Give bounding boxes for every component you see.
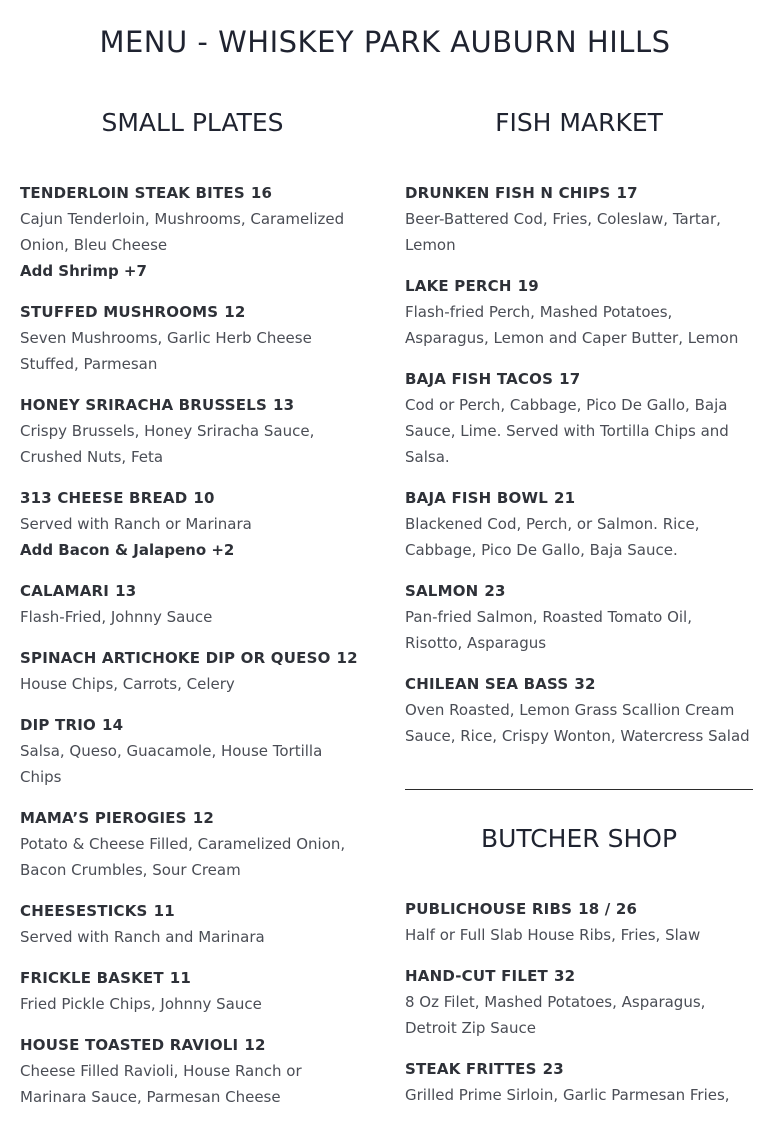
menu-item-price: 11 bbox=[153, 902, 175, 920]
menu-item-description: Beer-Battered Cod, Fries, Coleslaw, Tartar, Lemon bbox=[405, 210, 721, 254]
menu-item-description: Cheese Filled Ravioli, House Ranch or Marinara Sauce, Parmesan Cheese bbox=[20, 1062, 302, 1106]
menu-item-name: STEAK FRITTES bbox=[405, 1060, 537, 1078]
menu-item-name: SALMON bbox=[405, 582, 479, 600]
menu-item bbox=[405, 578, 753, 656]
menu-item-heading bbox=[405, 485, 753, 511]
menu-item-description: Served with Ranch and Marinara bbox=[20, 928, 265, 946]
fish-market-list bbox=[405, 180, 753, 749]
menu-item bbox=[20, 645, 365, 697]
menu-item-description: Blackened Cod, Perch, or Salmon. Rice, Cabbage, Pico De Gallo, Baja Sauce. bbox=[405, 515, 700, 559]
menu-item bbox=[20, 299, 365, 377]
menu-item-price: 12 bbox=[224, 303, 246, 321]
menu-item-name: DIP TRIO bbox=[20, 716, 96, 734]
menu-item bbox=[405, 485, 753, 563]
menu-item-name: TENDERLOIN STEAK BITES bbox=[20, 184, 245, 202]
menu-item-price: 10 bbox=[193, 489, 215, 507]
menu-item bbox=[405, 366, 753, 470]
menu-item bbox=[20, 392, 365, 470]
section-title-butcher-shop: BUTCHER SHOP bbox=[480, 824, 678, 853]
menu-item bbox=[20, 1032, 365, 1110]
menu-item-description: Flash-Fried, Johnny Sauce bbox=[20, 608, 213, 626]
menu-item bbox=[405, 273, 753, 351]
menu-item-price: 11 bbox=[169, 969, 192, 987]
menu-item-name: CHILEAN SEA BASS bbox=[405, 675, 569, 693]
menu-item bbox=[20, 965, 365, 1017]
menu-item-description: Potato & Cheese Filled, Caramelized Onion, Bacon Crumbles, Sour Cream bbox=[20, 835, 346, 879]
section-title-fish-market: FISH MARKET bbox=[495, 108, 663, 137]
menu-item bbox=[405, 963, 753, 1041]
menu-item-description: Oven Roasted, Lemon Grass Scallion Cream Sauce, Rice, Crispy Wonton, Watercress Salad bbox=[405, 701, 750, 745]
menu-item bbox=[405, 180, 753, 258]
section-title-small-plates: SMALL PLATES bbox=[101, 108, 284, 137]
menu-item-price: 17 bbox=[559, 370, 581, 388]
menu-item-heading bbox=[20, 485, 365, 511]
menu-item-price: 12 bbox=[244, 1036, 266, 1054]
menu-item-price: 16 bbox=[250, 184, 273, 202]
menu-item-description: Fried Pickle Chips, Johnny Sauce bbox=[20, 995, 262, 1013]
menu-item-description: 8 Oz Filet, Mashed Potatoes, Asparagus, Detroit Zip Sauce bbox=[405, 993, 706, 1037]
menu-item-heading bbox=[405, 366, 753, 392]
menu-item-heading bbox=[20, 299, 365, 325]
menu-item-description: Cod or Perch, Cabbage, Pico De Gallo, Baja Sauce, Lime. Served with Tortilla Chips and Salsa. bbox=[405, 396, 729, 466]
menu-item-price: 32 bbox=[574, 675, 596, 693]
menu-item-description: Served with Ranch or Marinara bbox=[20, 515, 252, 533]
menu-item-heading bbox=[405, 896, 753, 922]
menu-item-price: 32 bbox=[553, 967, 576, 985]
menu-item-heading bbox=[405, 180, 753, 206]
menu-item bbox=[405, 896, 753, 948]
menu-item-name: CALAMARI bbox=[20, 582, 110, 600]
menu-item bbox=[20, 578, 365, 630]
menu-item-name: HAND-CUT FILET bbox=[405, 967, 548, 985]
menu-item-description: Salsa, Queso, Guacamole, House Tortilla Chips bbox=[20, 742, 323, 786]
menu-item-description: Half or Full Slab House Ribs, Fries, Slaw bbox=[405, 926, 701, 944]
menu-item-name: CHEESESTICKS bbox=[20, 902, 148, 920]
menu-item-heading bbox=[20, 392, 365, 418]
left-column bbox=[20, 104, 365, 1125]
right-column bbox=[405, 104, 753, 1123]
menu-item-name: FRICKLE BASKET bbox=[20, 969, 164, 987]
menu-item bbox=[20, 180, 365, 284]
menu-item-heading bbox=[20, 578, 365, 604]
menu-item-description: Cajun Tenderloin, Mushrooms, Caramelized Onion, Bleu Cheese bbox=[20, 210, 345, 254]
menu-item-description: Seven Mushrooms, Garlic Herb Cheese Stuffed, Parmesan bbox=[20, 329, 312, 373]
menu-item-heading bbox=[405, 273, 753, 299]
menu-item bbox=[20, 805, 365, 883]
menu-item bbox=[405, 671, 753, 749]
menu-item-heading bbox=[405, 578, 753, 604]
menu-item-price: 17 bbox=[616, 184, 638, 202]
menu-item-heading bbox=[20, 1032, 365, 1058]
menu-item-name: SPINACH ARTICHOKE DIP OR QUESO bbox=[20, 649, 331, 667]
menu-item-name: BAJA FISH TACOS bbox=[405, 370, 554, 388]
menu-item-heading bbox=[20, 180, 365, 206]
menu-item-price: 21 bbox=[553, 489, 576, 507]
menu-item-name: PUBLICHOUSE RIBS bbox=[405, 900, 573, 918]
menu-item-name: HONEY SRIRACHA BRUSSELS bbox=[20, 396, 267, 414]
menu-item-price: 23 bbox=[542, 1060, 564, 1078]
menu-item-price: 13 bbox=[115, 582, 137, 600]
menu-item-name: LAKE PERCH bbox=[405, 277, 512, 295]
menu-item-heading bbox=[20, 965, 365, 991]
menu-item-description: Crispy Brussels, Honey Sriracha Sauce, Crushed Nuts, Feta bbox=[20, 422, 315, 466]
menu-item-name: STUFFED MUSHROOMS bbox=[20, 303, 219, 321]
menu-item-heading bbox=[20, 805, 365, 831]
menu-item-heading bbox=[20, 898, 365, 924]
menu-item bbox=[20, 712, 365, 790]
menu-item-description: Flash-fried Perch, Mashed Potatoes, Asparagus, Lemon and Caper Butter, Lemon bbox=[405, 303, 739, 347]
menu-item-description: Pan-fried Salmon, Roasted Tomato Oil, Risotto, Asparagus bbox=[405, 608, 692, 652]
menu-item-heading bbox=[405, 963, 753, 989]
menu-item-name: 313 CHEESE BREAD bbox=[20, 489, 188, 507]
menu-item-name: MAMA’S PIEROGIES bbox=[20, 809, 187, 827]
menu-item-addon: Add Bacon & Jalapeno +2 bbox=[20, 541, 235, 559]
menu-item bbox=[405, 1056, 753, 1108]
menu-item-price: 12 bbox=[336, 649, 358, 667]
menu-item-description: Grilled Prime Sirloin, Garlic Parmesan Fries, bbox=[405, 1086, 730, 1104]
menu-item-addon: Add Shrimp +7 bbox=[20, 262, 147, 280]
page-title: MENU - WHISKEY PARK AUBURN HILLS bbox=[99, 25, 671, 59]
menu-item-price: 19 bbox=[517, 277, 539, 295]
menu-item bbox=[20, 898, 365, 950]
menu-item-price: 14 bbox=[101, 716, 124, 734]
menu-item-price: 13 bbox=[272, 396, 295, 414]
menu-item-name: BAJA FISH BOWL bbox=[405, 489, 548, 507]
menu-item-price: 23 bbox=[484, 582, 506, 600]
menu-item-heading bbox=[20, 645, 365, 671]
section-divider bbox=[405, 789, 753, 790]
menu-item bbox=[20, 485, 365, 563]
menu-item-heading bbox=[20, 712, 365, 738]
menu-item-price: 12 bbox=[192, 809, 214, 827]
small-plates-list bbox=[20, 180, 365, 1110]
menu-item-name: DRUNKEN FISH N CHIPS bbox=[405, 184, 611, 202]
menu-item-price: 18 / 26 bbox=[578, 900, 638, 918]
menu-item-description: House Chips, Carrots, Celery bbox=[20, 675, 235, 693]
menu-item-heading bbox=[405, 671, 753, 697]
butcher-shop-list bbox=[405, 896, 753, 1108]
menu-item-heading bbox=[405, 1056, 753, 1082]
menu-item-name: HOUSE TOASTED RAVIOLI bbox=[20, 1036, 239, 1054]
